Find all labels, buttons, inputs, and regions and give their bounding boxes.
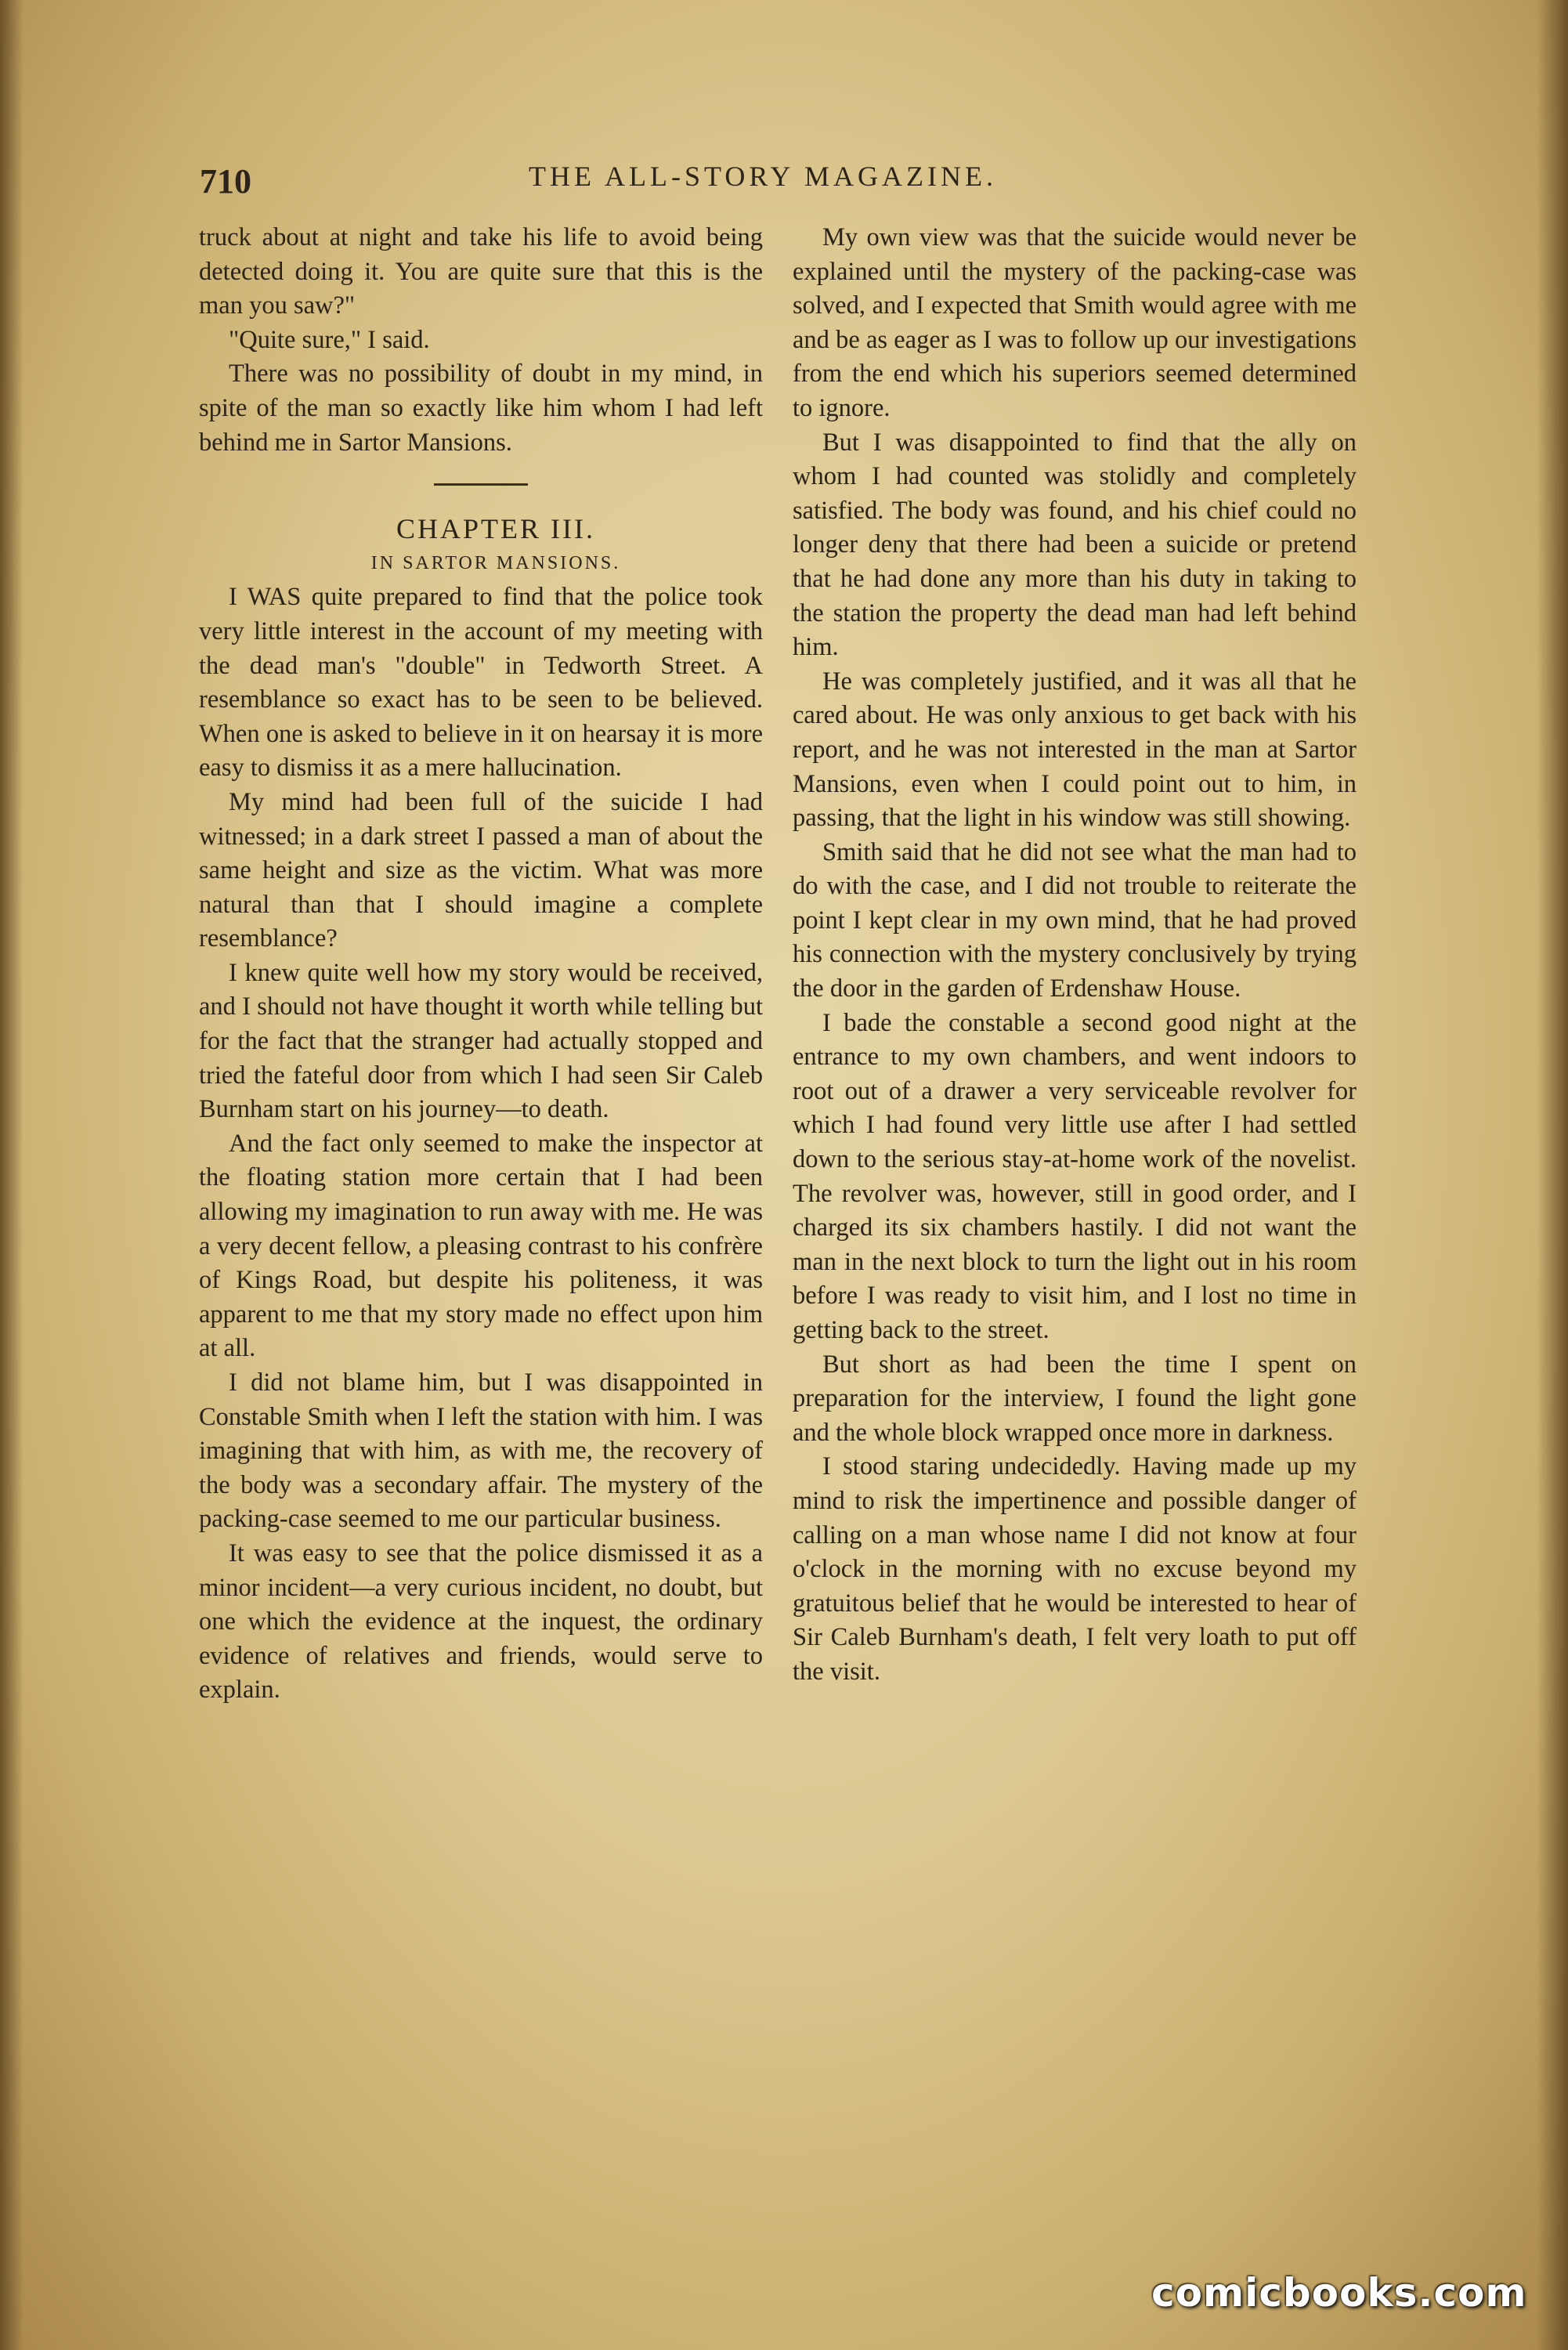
- paragraph: I WAS quite prepared to find that the police took very little interest in the account of my meeting with the dead man's "double" in Tedworth Street. A resemblance so exact has to be seen to be believed. When one is asked to believe in it on hearsay it is more easy to dismiss it as a mere hallucination.: [199, 583, 763, 783]
- paragraph: My own view was that the suicide would never be explained until the mystery of the packing-case was solved, and I expected that Smith would agree with me and be as eager as I was to follow up our investigations from the end which his superiors seemed determined to ignore.: [793, 223, 1357, 422]
- paragraph: But short as had been the time I spent on preparation for the interview, I found the light gone and the whole block wrapped once more in darkness.: [793, 1350, 1357, 1447]
- paragraph: There was no possibility of doubt in my mind, in spite of the man so exactly like him whom I had left behind me in Sartor Mansions.: [199, 360, 763, 457]
- right-column: [793, 221, 1357, 1690]
- paragraph: And the fact only seemed to make the inspector at the floating station more certain that I had been allowing my imagination to run away with me. He was a very decent fellow, a pleasing contrast to his confrère of Kings Road, but despite his politeness, it was apparent to me that my story made no effect upon him at all.: [199, 1129, 763, 1363]
- page-header: [200, 155, 1371, 202]
- paragraph: My mind had been full of the suicide I had witnessed; in a dark street I passed a man of about the same height and size as the victim. What was more natural than that I should imagine a complete resemblance?: [199, 787, 763, 953]
- paragraph: But I was disappointed to find that the ally on whom I had counted was stolidly and completely satisfied. The body was found, and his chief could no longer deny that there had been a suicide or pretend that he had done any more than his duty in taking to the station the property the dead man had left behind him.: [793, 428, 1357, 662]
- left-column: [199, 221, 763, 1708]
- paragraph: I stood staring undecidedly. Having made up my mind to risk the impertinence and possible danger of calling on a man whose name I did not know at four o'clock in the morning with no excuse beyond my gratuitous belief that he would be interested to hear of Sir Caleb Burnham's death, I felt very loath to put off the visit.: [793, 1452, 1357, 1686]
- paragraph: "Quite sure," I said.: [229, 325, 430, 354]
- chapter-title: CHAPTER III.: [396, 513, 595, 545]
- paragraph: He was completely justified, and it was all that he cared about. He was only anxious to get back with his report, and he was not interested in the man at Sartor Mansions, even when I could point out to him, in passing, that the light in his window was still showing.: [793, 667, 1357, 833]
- section-divider: [434, 483, 528, 486]
- running-title: THE ALL-STORY MAGAZINE.: [529, 161, 997, 192]
- page-number: 710: [200, 162, 251, 201]
- paragraph: It was easy to see that the police dismissed it as a minor incident—a very curious incident, no doubt, but one which the evidence at the inquest, the ordinary evidence of relatives and friends, would serve to explain.: [199, 1538, 763, 1705]
- chapter-subtitle: IN SARTOR MANSIONS.: [370, 552, 621, 573]
- paragraph: I did not blame him, but I was disappointed in Constable Smith when I left the station with him. I was imagining that with him, as with me, the recovery of the body was a secondary affair. The mystery of the packing-case seemed to me our particular business.: [199, 1368, 763, 1534]
- paragraph: truck about at night and take his life to avoid being detected doing it. You are quite sure that this is the man you saw?": [199, 223, 763, 320]
- paragraph: Smith said that he did not see what the man had to do with the case, and I did not trouble to reiterate the point I kept clear in my own mind, that he had proved his connection with the mystery conclusively by trying the door in the garden of Erdenshaw House.: [793, 837, 1357, 1003]
- site-watermark: comicbooks.com: [1151, 2270, 1527, 2316]
- paragraph: I bade the constable a second good night at the entrance to my own chambers, and went indoors to root out of a drawer a very serviceable revolver for which I had found very little use after I had settled down to the serious stay-at-home work of the novelist. The revolver was, however, still in good order, and I charged its six chambers hastily. I did not want the man in the next block to turn the light out in his room before I was ready to visit him, and I lost no time in getting back to the street.: [793, 1008, 1357, 1344]
- paragraph: I knew quite well how my story would be received, and I should not have thought it worth while telling but for the fact that the stranger had actually stopped and tried the fateful door from which I had seen Sir Caleb Burnham start on his journey—to death.: [199, 958, 763, 1124]
